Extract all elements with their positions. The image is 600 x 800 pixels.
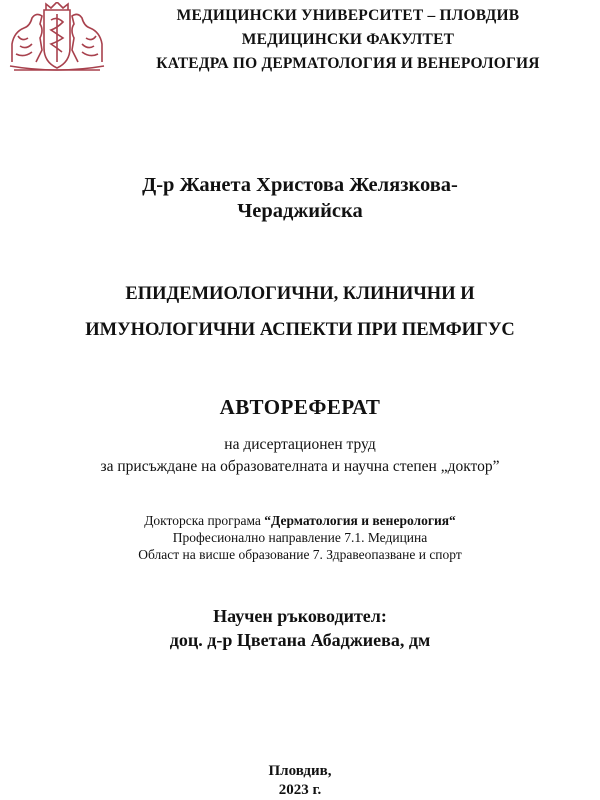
program-line-1	[0, 512, 600, 529]
author-line-1: Д-р Жанета Христова Желязкова-	[142, 174, 458, 196]
year: 2023 г.	[278, 782, 322, 798]
dissertation-title	[0, 276, 600, 348]
institution-header	[108, 4, 588, 76]
program-prefix: Докторска програма	[144, 513, 265, 528]
city: Пловдив,	[268, 763, 332, 779]
program-name: “Дерматология и венерология“	[264, 513, 456, 528]
document-type: АВТОРЕФЕРАТ	[219, 395, 381, 419]
author-name	[0, 172, 600, 224]
supervisor-label: Научен ръководител:	[213, 606, 387, 626]
author-line-2: Чераджийска	[237, 200, 363, 222]
program-info	[0, 512, 600, 563]
department-name: КАТЕДРА ПО ДЕРМАТОЛОГИЯ И ВЕНЕРОЛОГИЯ	[156, 55, 540, 72]
supervisor-block	[0, 604, 600, 652]
subtitle-line-2: за присъждане на образователната и научна степен „доктор”	[100, 458, 500, 475]
program-line-3: Област на висше образование 7. Здравеопазване и спорт	[138, 547, 462, 562]
supervisor-name: доц. д-р Цветана Абаджиева, дм	[169, 630, 431, 650]
program-line-2: Професионално направление 7.1. Медицина	[172, 530, 428, 545]
university-seal-icon	[6, 2, 108, 72]
university-name: МЕДИЦИНСКИ УНИВЕРСИТЕТ – ПЛОВДИВ	[176, 7, 520, 24]
subtitle-line-1: на дисертационен труд	[224, 436, 376, 453]
faculty-name: МЕДИЦИНСКИ ФАКУЛТЕТ	[241, 31, 455, 48]
title-line-1: ЕПИДЕМИОЛОГИЧНИ, КЛИНИЧНИ И	[125, 284, 475, 304]
document-subtitle	[0, 434, 600, 478]
title-line-2: ИМУНОЛОГИЧНИ АСПЕКТИ ПРИ ПЕМФИГУС	[85, 320, 515, 340]
place-and-date	[0, 762, 600, 800]
